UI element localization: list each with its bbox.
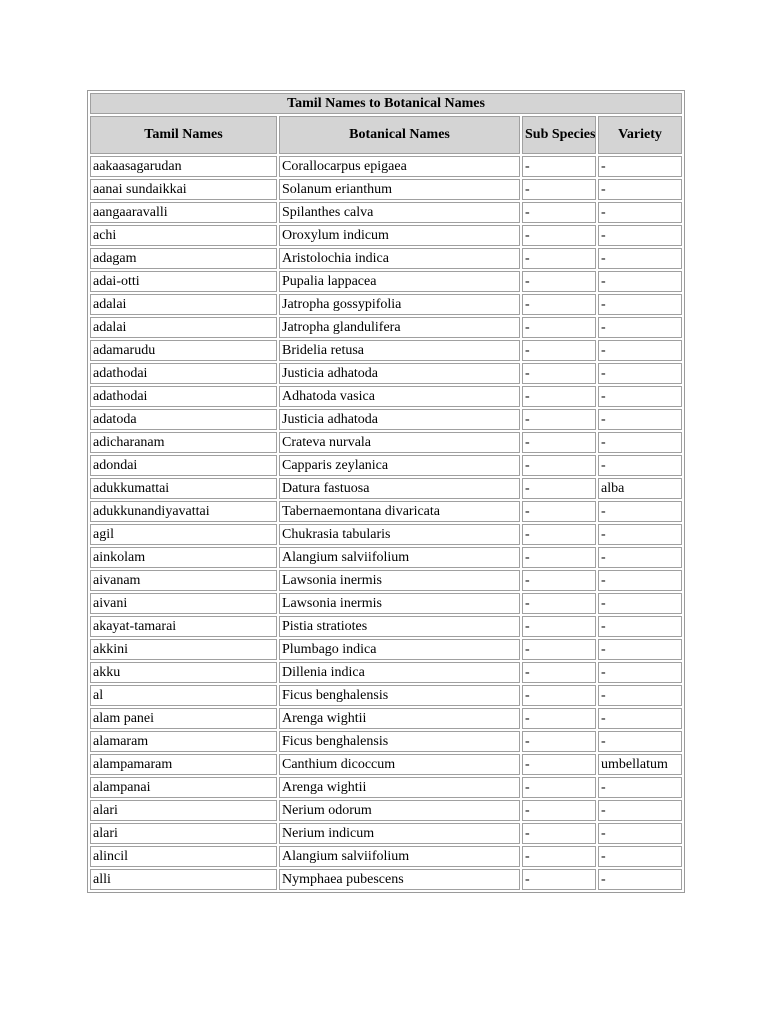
botanical-name-cell: Justicia adhatoda: [279, 363, 520, 384]
variety-cell: -: [598, 570, 682, 591]
tamil-name-cell: alari: [90, 800, 277, 821]
tamil-name-cell: adatoda: [90, 409, 277, 430]
variety-cell: -: [598, 432, 682, 453]
names-table: [87, 90, 685, 893]
table-row: [90, 708, 682, 729]
table-row: [90, 639, 682, 660]
tamil-name-cell: al: [90, 685, 277, 706]
variety-cell: -: [598, 662, 682, 683]
botanical-name-cell: Alangium salviifolium: [279, 547, 520, 568]
table-row: [90, 823, 682, 844]
table-header-row: [90, 116, 682, 154]
tamil-name-cell: alampanai: [90, 777, 277, 798]
table-row: [90, 317, 682, 338]
variety-cell: -: [598, 846, 682, 867]
sub-species-cell: -: [522, 570, 596, 591]
sub-species-cell: -: [522, 846, 596, 867]
tamil-name-cell: adamarudu: [90, 340, 277, 361]
botanical-name-cell: Oroxylum indicum: [279, 225, 520, 246]
table-row: [90, 662, 682, 683]
botanical-name-cell: Justicia adhatoda: [279, 409, 520, 430]
variety-cell: -: [598, 317, 682, 338]
botanical-name-cell: Spilanthes calva: [279, 202, 520, 223]
botanical-name-cell: Arenga wightii: [279, 708, 520, 729]
sub-species-cell: -: [522, 754, 596, 775]
botanical-name-cell: Bridelia retusa: [279, 340, 520, 361]
sub-species-cell: -: [522, 869, 596, 890]
variety-cell: -: [598, 202, 682, 223]
table-row: [90, 685, 682, 706]
variety-cell: -: [598, 294, 682, 315]
tamil-name-cell: alincil: [90, 846, 277, 867]
tamil-name-cell: adalai: [90, 294, 277, 315]
tamil-name-cell: alam panei: [90, 708, 277, 729]
variety-cell: -: [598, 501, 682, 522]
variety-cell: -: [598, 386, 682, 407]
variety-cell: -: [598, 225, 682, 246]
botanical-name-cell: Ficus benghalensis: [279, 731, 520, 752]
tamil-name-cell: adalai: [90, 317, 277, 338]
sub-species-cell: -: [522, 432, 596, 453]
sub-species-cell: -: [522, 685, 596, 706]
botanical-name-cell: Crateva nurvala: [279, 432, 520, 453]
header-tamil-names: Tamil Names: [90, 116, 277, 154]
table-title-row: [90, 93, 682, 114]
table-row: [90, 593, 682, 614]
variety-cell: alba: [598, 478, 682, 499]
table-row: [90, 179, 682, 200]
table-row: [90, 271, 682, 292]
variety-cell: -: [598, 156, 682, 177]
botanical-name-cell: Plumbago indica: [279, 639, 520, 660]
sub-species-cell: -: [522, 777, 596, 798]
variety-cell: umbellatum: [598, 754, 682, 775]
table-row: [90, 616, 682, 637]
tamil-name-cell: achi: [90, 225, 277, 246]
botanical-name-cell: Nymphaea pubescens: [279, 869, 520, 890]
botanical-name-cell: Jatropha glandulifera: [279, 317, 520, 338]
sub-species-cell: -: [522, 662, 596, 683]
botanical-name-cell: Arenga wightii: [279, 777, 520, 798]
sub-species-cell: -: [522, 547, 596, 568]
botanical-name-cell: Solanum erianthum: [279, 179, 520, 200]
table-row: [90, 248, 682, 269]
header-botanical-names: Botanical Names: [279, 116, 520, 154]
header-variety: Variety: [598, 116, 682, 154]
tamil-name-cell: akkini: [90, 639, 277, 660]
sub-species-cell: -: [522, 202, 596, 223]
table-row: [90, 501, 682, 522]
botanical-name-cell: Tabernaemontana divaricata: [279, 501, 520, 522]
botanical-name-cell: Nerium indicum: [279, 823, 520, 844]
sub-species-cell: -: [522, 800, 596, 821]
table-row: [90, 869, 682, 890]
tamil-name-cell: akku: [90, 662, 277, 683]
sub-species-cell: -: [522, 317, 596, 338]
tamil-name-cell: alamaram: [90, 731, 277, 752]
sub-species-cell: -: [522, 386, 596, 407]
botanical-name-cell: Corallocarpus epigaea: [279, 156, 520, 177]
sub-species-cell: -: [522, 823, 596, 844]
sub-species-cell: -: [522, 340, 596, 361]
botanical-name-cell: Lawsonia inermis: [279, 593, 520, 614]
sub-species-cell: -: [522, 409, 596, 430]
tamil-name-cell: aivanam: [90, 570, 277, 591]
variety-cell: -: [598, 685, 682, 706]
sub-species-cell: -: [522, 708, 596, 729]
variety-cell: -: [598, 639, 682, 660]
table-row: [90, 202, 682, 223]
variety-cell: -: [598, 823, 682, 844]
variety-cell: -: [598, 869, 682, 890]
table-row: [90, 225, 682, 246]
sub-species-cell: -: [522, 248, 596, 269]
sub-species-cell: -: [522, 156, 596, 177]
tamil-name-cell: adukkumattai: [90, 478, 277, 499]
table-row: [90, 478, 682, 499]
table-row: [90, 386, 682, 407]
tamil-name-cell: alampamaram: [90, 754, 277, 775]
botanical-name-cell: Canthium dicoccum: [279, 754, 520, 775]
variety-cell: -: [598, 547, 682, 568]
tamil-name-cell: alari: [90, 823, 277, 844]
tamil-name-cell: ainkolam: [90, 547, 277, 568]
tamil-name-cell: aangaaravalli: [90, 202, 277, 223]
tamil-name-cell: aanai sundaikkai: [90, 179, 277, 200]
sub-species-cell: -: [522, 271, 596, 292]
sub-species-cell: -: [522, 593, 596, 614]
tamil-name-cell: adathodai: [90, 363, 277, 384]
header-sub-species: Sub Species: [522, 116, 596, 154]
table-row: [90, 547, 682, 568]
variety-cell: -: [598, 363, 682, 384]
botanical-name-cell: Ficus benghalensis: [279, 685, 520, 706]
sub-species-cell: -: [522, 478, 596, 499]
variety-cell: -: [598, 800, 682, 821]
sub-species-cell: -: [522, 225, 596, 246]
sub-species-cell: -: [522, 363, 596, 384]
tamil-name-cell: adai-otti: [90, 271, 277, 292]
sub-species-cell: -: [522, 455, 596, 476]
variety-cell: -: [598, 409, 682, 430]
tamil-name-cell: adondai: [90, 455, 277, 476]
table-row: [90, 777, 682, 798]
sub-species-cell: -: [522, 501, 596, 522]
botanical-name-cell: Lawsonia inermis: [279, 570, 520, 591]
sub-species-cell: -: [522, 524, 596, 545]
tamil-name-cell: adathodai: [90, 386, 277, 407]
sub-species-cell: -: [522, 731, 596, 752]
botanical-name-cell: Datura fastuosa: [279, 478, 520, 499]
variety-cell: -: [598, 340, 682, 361]
variety-cell: -: [598, 248, 682, 269]
table-title: Tamil Names to Botanical Names: [90, 93, 682, 114]
variety-cell: -: [598, 777, 682, 798]
botanical-name-cell: Alangium salviifolium: [279, 846, 520, 867]
table-row: [90, 156, 682, 177]
table-row: [90, 340, 682, 361]
table-body: [90, 156, 682, 890]
table-row: [90, 524, 682, 545]
botanical-name-cell: Aristolochia indica: [279, 248, 520, 269]
variety-cell: -: [598, 593, 682, 614]
botanical-name-cell: Chukrasia tabularis: [279, 524, 520, 545]
variety-cell: -: [598, 616, 682, 637]
botanical-name-cell: Pistia stratiotes: [279, 616, 520, 637]
table-row: [90, 409, 682, 430]
sub-species-cell: -: [522, 294, 596, 315]
tamil-name-cell: adagam: [90, 248, 277, 269]
botanical-name-cell: Dillenia indica: [279, 662, 520, 683]
botanical-name-cell: Nerium odorum: [279, 800, 520, 821]
tamil-name-cell: agil: [90, 524, 277, 545]
tamil-name-cell: adicharanam: [90, 432, 277, 453]
variety-cell: -: [598, 455, 682, 476]
tamil-name-cell: alli: [90, 869, 277, 890]
botanical-name-cell: Jatropha gossypifolia: [279, 294, 520, 315]
botanical-name-cell: Pupalia lappacea: [279, 271, 520, 292]
table-row: [90, 570, 682, 591]
sub-species-cell: -: [522, 616, 596, 637]
table-row: [90, 294, 682, 315]
table-row: [90, 754, 682, 775]
table-row: [90, 363, 682, 384]
tamil-name-cell: akayat-tamarai: [90, 616, 277, 637]
botanical-name-cell: Capparis zeylanica: [279, 455, 520, 476]
variety-cell: -: [598, 271, 682, 292]
table-row: [90, 846, 682, 867]
botanical-name-cell: Adhatoda vasica: [279, 386, 520, 407]
tamil-name-cell: aakaasagarudan: [90, 156, 277, 177]
variety-cell: -: [598, 179, 682, 200]
tamil-name-cell: aivani: [90, 593, 277, 614]
variety-cell: -: [598, 524, 682, 545]
variety-cell: -: [598, 731, 682, 752]
table-row: [90, 731, 682, 752]
table-row: [90, 800, 682, 821]
variety-cell: -: [598, 708, 682, 729]
sub-species-cell: -: [522, 639, 596, 660]
sub-species-cell: -: [522, 179, 596, 200]
table-row: [90, 432, 682, 453]
tamil-name-cell: adukkunandiyavattai: [90, 501, 277, 522]
table-row: [90, 455, 682, 476]
